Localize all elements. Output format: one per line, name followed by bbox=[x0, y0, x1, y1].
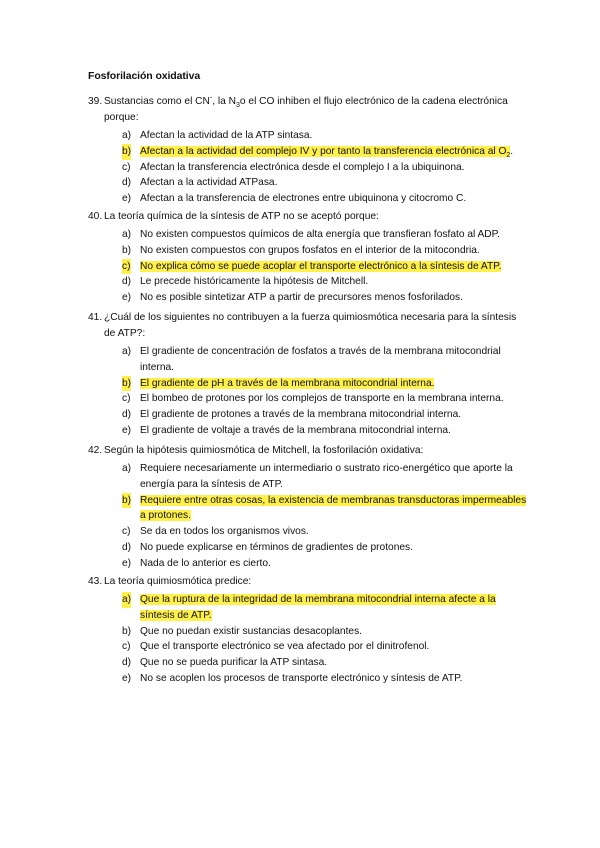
highlighted-answer: Afectan a la actividad del complejo IV y por tanto la transferencia electrónica al $O_2$ bbox=[140, 145, 511, 159]
option-d: d) No puede explicarse en términos de gradientes de protones. bbox=[122, 541, 413, 553]
option-e: e) El gradiente de voltaje a través de la membrana mitocondrial interna. bbox=[122, 424, 451, 436]
option-c: c) Se da en todos los organismos vivos. bbox=[122, 526, 309, 538]
option-e: e) No se acoplen los procesos de transporte electrónico y síntesis de ATP. bbox=[122, 672, 463, 684]
option-d: d) Le precede históricamente la hipótesis de Mitchell. bbox=[122, 276, 369, 288]
option-b: b) Que no puedan existir sustancias desacoplantes. bbox=[122, 625, 363, 637]
highlighted-answer: Requiere entre otras cosas, la existencia de membranas transductoras impermeables a protones. bbox=[140, 494, 527, 522]
question-41 bbox=[88, 310, 528, 439]
question-number: 40. bbox=[88, 211, 103, 222]
question-text: 40. La teoría química de la síntesis de ATP no se aceptó porque: bbox=[88, 209, 528, 225]
option-e: e) No es posible sintetizar ATP a partir de precursores menos fosforilados. bbox=[122, 292, 463, 304]
option-b: b) Requiere entre otras cosas, la existencia de membranas transductoras impermeables a protones. bbox=[122, 494, 527, 522]
question-number: 43. bbox=[88, 576, 103, 587]
option-d: d) Que no se pueda purificar la ATP sintasa. bbox=[122, 657, 328, 669]
section-title: Fosforilación oxidativa bbox=[88, 70, 201, 82]
highlighted-answer: El gradiente de pH a través de la membrana mitocondrial interna. bbox=[140, 377, 435, 389]
option-a: a) El gradiente de concentración de fosfatos a través de la membrana mitocondrial interna. bbox=[122, 346, 501, 373]
option-a: a) Afectan la actividad de la ATP sintasa. bbox=[122, 130, 313, 141]
question-40 bbox=[88, 209, 528, 306]
question-number: 39. bbox=[88, 96, 103, 107]
question-42 bbox=[88, 443, 528, 572]
option-a: a) Que la ruptura de la integridad de la membrana mitocondrial interna afecte a la síntesis de ATP. bbox=[122, 594, 496, 621]
question-39 bbox=[88, 94, 528, 207]
option-c: c) El bombeo de protones por los complejos de transporte en la membrana interna. bbox=[122, 393, 504, 405]
option-b: b) No existen compuestos con grupos fosfatos en el interior de la mitocondria. bbox=[122, 244, 480, 256]
question-43 bbox=[88, 574, 528, 687]
question-text: 39. Sustancias como el CN-, la $N_3o$ el CO inhiben el flujo electrónico de la cadena electrónica porque: bbox=[88, 94, 508, 123]
option-e: e) Nada de lo anterior es cierto. bbox=[122, 557, 271, 569]
option-d: d) Afectan a la actividad ATPasa. bbox=[122, 177, 278, 189]
option-e: e) Afectan a la transferencia de electrones entre ubiquinona y citocromo C. bbox=[122, 193, 467, 205]
question-text: 42. Según la hipótesis quimiosmótica de Mitchell, la fosforilación oxidativa: bbox=[88, 443, 528, 459]
highlighted-answer: No explica cómo se puede acoplar el transporte electrónico a la síntesis de ATP. bbox=[140, 260, 502, 272]
option-b: b) Afectan a la actividad del complejo IV y por tanto la transferencia electrónica al $O_2$. bbox=[122, 145, 514, 159]
option-c: c) Afectan la transferencia electrónica desde el complejo I a la ubiquinona. bbox=[122, 161, 465, 173]
question-number: 42. bbox=[88, 445, 103, 456]
option-a: a) No existen compuestos químicos de alta energía que transfieran fosfato al ADP. bbox=[122, 229, 500, 240]
question-text: 41. ¿Cuál de los siguientes no contribuyen a la fuerza quimiosmótica necesaria para la síntesis de ATP?: bbox=[88, 312, 517, 339]
option-b: b) El gradiente de pH a través de la membrana mitocondrial interna. bbox=[88, 376, 528, 392]
option-c: c) Que el transporte electrónico se vea afectado por el dinitrofenol. bbox=[122, 641, 430, 653]
question-number: 41. bbox=[88, 312, 103, 323]
option-d: d) El gradiente de protones a través de la membrana mitocondrial interna. bbox=[122, 409, 462, 421]
option-c: c) No explica cómo se puede acoplar el transporte electrónico a la síntesis de ATP. bbox=[88, 259, 528, 275]
option-a: a) Requiere necesariamente un intermediario o sustrato rico-energético que aporte la energía para la síntesis de ATP. bbox=[122, 463, 513, 490]
highlighted-answer: Que la ruptura de la integridad de la membrana mitocondrial interna afecte a la síntesis de ATP. bbox=[140, 594, 496, 621]
question-text: 43. La teoría quimiosmótica predice: bbox=[88, 574, 528, 590]
